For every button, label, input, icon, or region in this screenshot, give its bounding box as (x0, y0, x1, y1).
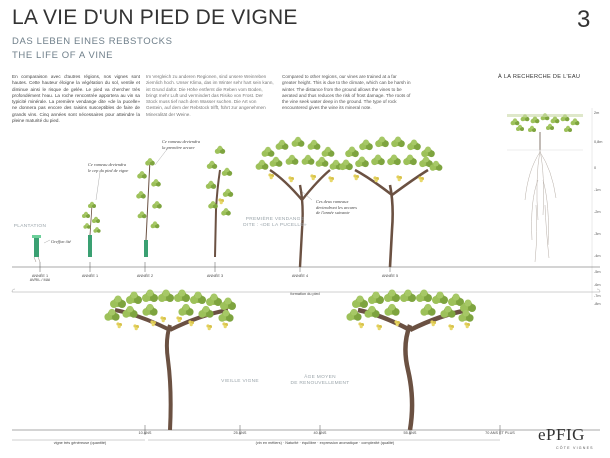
vine-mature-10-years (104, 290, 236, 431)
paragraph-english: Compared to other regions, our vines are trained at a far greater height. This is due to the climate, which can be harsh in winter. The distance from the ground allows the vines to be aerated and thus reduces the risk of frost damage. The roots of the vine seek water deep in the ground. The type of rock encountered gives the wine its mineral note. (282, 74, 411, 111)
water-panel-title: À LA RECHERCHE DE L'EAU (498, 74, 581, 80)
depth-label: -4m (594, 254, 601, 258)
age-tick-label: 55 ANS (403, 431, 417, 435)
depth-label: -5m (594, 270, 601, 274)
depth-label: -7m (594, 294, 601, 298)
year-label: ANNÉE 4 (291, 274, 309, 278)
subtitle-english: THE LIFE OF A VINE (12, 50, 114, 61)
note-two-branches: Ces deux rameaux deviendront les arcures de l'année suivante (316, 199, 357, 215)
note-cep: Ce rameau deviendra le cep du pied de vigne (88, 162, 129, 173)
page-number: 3 (577, 6, 591, 33)
vine-year-3 (206, 146, 233, 257)
caption-quality: (vin en métiers) · Naturité · équilibre · expression aromatique · complexité (qualité) (255, 441, 395, 445)
depth-label: -2m (594, 210, 601, 214)
paragraph-german: Im Vergleich zu anderen Regionen, sind unsere Weinreben ziemlich hoch. Unser Klima, das im Winter sehr hart sein kann, ist Grund dafür. Die Höhe entfernt die Reben vom Boden, bringt mehr Luft und vermindert das Risiko von Frost. Der Stock muss tief nach dem Wasser suchen. Die Art von Gestein, auf dem der Rebstock trifft, führt zur angenehmen Mineralität der Weine. (146, 74, 274, 117)
year-label: ANNÉE 1 AVRIL / MAI (29, 274, 51, 282)
year-label: ANNÉE 5 (381, 274, 399, 278)
age-tick-label: 40 ANS (313, 431, 327, 435)
water-panel-vine (507, 108, 592, 300)
age-tick-label: 70 ANS ET PLUS (485, 431, 515, 435)
depth-label: 0,8m (594, 140, 603, 144)
old-vine-label: VIEILLE VIGNE (221, 379, 259, 384)
first-harvest-label: PREMIÈRE VENDANGE DITE : «DE LA PUCELLE» (243, 217, 307, 228)
depth-label: 0 (594, 166, 597, 170)
axis-caption-formation: formation du pied (290, 292, 320, 296)
year-label: ANNÉE 2 (136, 274, 154, 278)
paragraph-french: En comparaison avec d'autres régions, nos vignes sont hautes. Cette hauteur éloigne la végétation du sol, ventile et diminue ainsi le risque de gelée. Le pied va chercher très profondément l'eau. La roche rencontrée apportera au vin sa typicité minérale. La première vendange dite «de la pucelle» ne donnera pas encore des raisins susceptibles de faire de grands vins. Cinq années sont nécessaires pour atteindre la pleine maturité du pied. (12, 74, 140, 124)
depth-label: -6m (594, 283, 601, 287)
note-first-arch: Ce rameau deviendra la première arcure (162, 139, 201, 150)
vine-old-40-years (346, 290, 476, 431)
depth-label: -8m (594, 302, 601, 306)
epfig-logo-subtitle: CÔTE VIGNES (556, 446, 594, 450)
year-label: ANNÉE 3 (206, 274, 224, 278)
depth-label: -1m (594, 188, 601, 192)
vine-year-2 (136, 158, 162, 257)
subtitle-german: DAS LEBEN EINES REBSTOCKS (12, 36, 173, 47)
depth-label: -3m (594, 232, 601, 236)
vine-year-1 (82, 202, 101, 257)
year-label: ANNÉE 1 (81, 274, 99, 278)
depth-label: 2m (594, 111, 600, 115)
page-title: LA VIE D'UN PIED DE VIGNE (12, 6, 298, 29)
epfig-logo: ePFIG (538, 425, 585, 444)
renewal-age-label: ÂGE MOYEN DE RENOUVELLEMENT (290, 375, 350, 386)
plantation-graft (32, 235, 41, 262)
age-tick-label: 25 ANS (233, 431, 247, 435)
age-tick-label: 10 ANS (138, 431, 152, 435)
caption-quantity: vigne très généreuse (quantité) (53, 441, 107, 445)
note-graft: Greffon ôté (51, 239, 71, 244)
plantation-label: PLANTATION (13, 224, 47, 229)
